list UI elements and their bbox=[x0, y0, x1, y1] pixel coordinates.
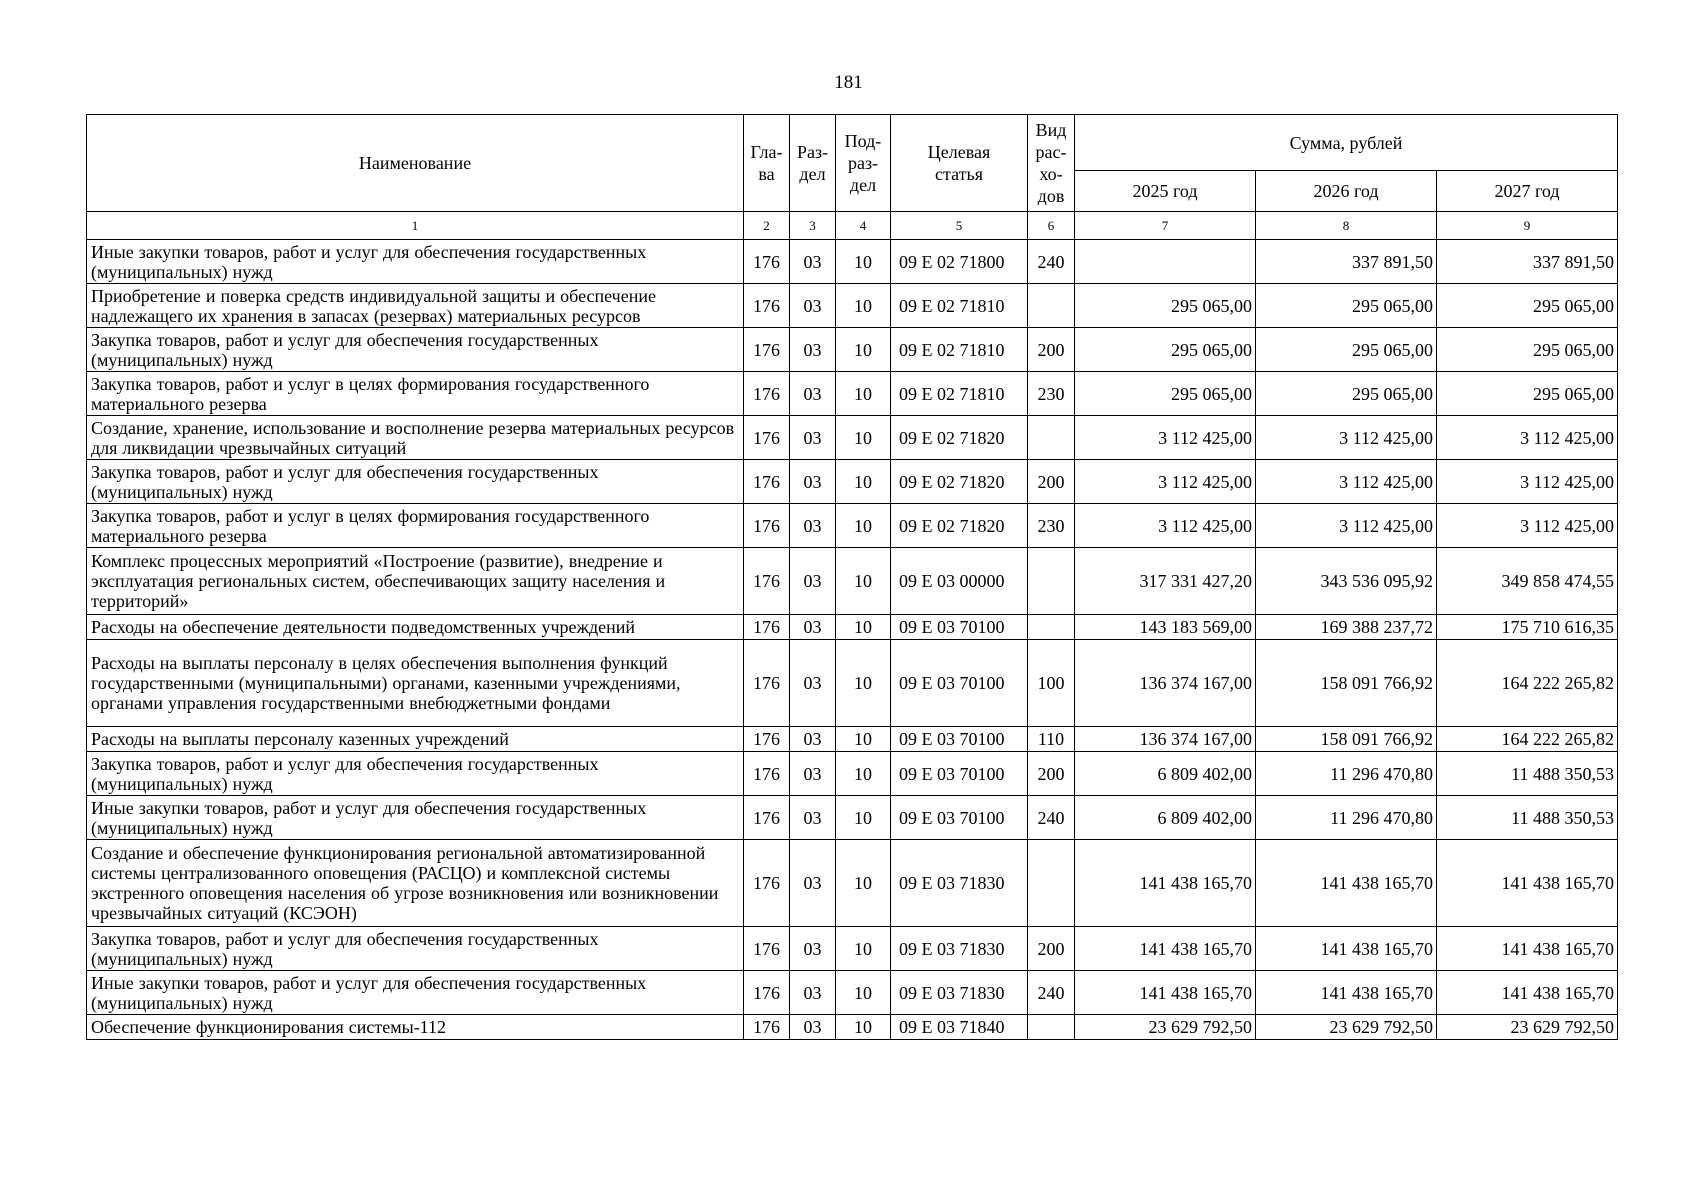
cell-podrazdel: 10 bbox=[836, 372, 891, 416]
cell-celevaya-statya: 09 Е 02 71820 bbox=[891, 504, 1028, 548]
cell-sum-2025: 136 374 167,00 bbox=[1075, 727, 1256, 752]
cell-name: Приобретение и поверка средств индивидуальной защиты и обеспечение надлежащего их хранения в запасах (резервах) материальных ресурсов bbox=[87, 284, 744, 328]
header-name: Наименование bbox=[87, 115, 744, 212]
cell-glava: 176 bbox=[744, 796, 790, 840]
cell-podrazdel: 10 bbox=[836, 1015, 891, 1040]
cell-glava: 176 bbox=[744, 615, 790, 640]
cell-celevaya-statya: 09 Е 02 71820 bbox=[891, 416, 1028, 460]
cell-sum-2026: 3 112 425,00 bbox=[1256, 460, 1437, 504]
cell-glava: 176 bbox=[744, 372, 790, 416]
cell-vid-rashodov: 240 bbox=[1028, 796, 1075, 840]
cell-name: Расходы на обеспечение деятельности подведомственных учреждений bbox=[87, 615, 744, 640]
cell-vid-rashodov bbox=[1028, 615, 1075, 640]
cell-podrazdel: 10 bbox=[836, 640, 891, 727]
header-podrazdel-line: дел bbox=[849, 175, 877, 195]
cell-name: Создание, хранение, использование и восполнение резерва материальных ресурсов для ликвидации чрезвычайных ситуаций bbox=[87, 416, 744, 460]
header-vid-line: Вид bbox=[1035, 120, 1067, 140]
cell-sum-2026: 3 112 425,00 bbox=[1256, 416, 1437, 460]
cell-glava: 176 bbox=[744, 727, 790, 752]
cell-sum-2025: 141 438 165,70 bbox=[1075, 840, 1256, 927]
cell-sum-2026: 295 065,00 bbox=[1256, 372, 1437, 416]
cell-vid-rashodov bbox=[1028, 840, 1075, 927]
cell-glava: 176 bbox=[744, 1015, 790, 1040]
cell-sum-2026: 141 438 165,70 bbox=[1256, 840, 1437, 927]
cell-vid-rashodov bbox=[1028, 1015, 1075, 1040]
cell-celevaya-statya: 09 Е 03 70100 bbox=[891, 752, 1028, 796]
cell-celevaya-statya: 09 Е 02 71810 bbox=[891, 284, 1028, 328]
cell-sum-2026: 11 296 470,80 bbox=[1256, 796, 1437, 840]
cell-glava: 176 bbox=[744, 640, 790, 727]
cell-celevaya-statya: 09 Е 02 71810 bbox=[891, 372, 1028, 416]
cell-sum-2026: 3 112 425,00 bbox=[1256, 504, 1437, 548]
cell-sum-2025: 3 112 425,00 bbox=[1075, 460, 1256, 504]
cell-name: Создание и обеспечение функционирования региональной автоматизированной системы централизованного оповещения (РАСЦО) и комплексной системы экстренного оповещения населения об угрозе возникновения или возникновении чрезвычайных ситуаций (КСЭОН) bbox=[87, 840, 744, 927]
cell-sum-2026: 169 388 237,72 bbox=[1256, 615, 1437, 640]
cell-vid-rashodov: 230 bbox=[1028, 372, 1075, 416]
header-celevaya bbox=[891, 115, 1028, 212]
cell-glava: 176 bbox=[744, 840, 790, 927]
header-podrazdel-line: раз- bbox=[847, 153, 879, 173]
cell-sum-2027: 164 222 265,82 bbox=[1437, 640, 1618, 727]
cell-razdel: 03 bbox=[790, 615, 836, 640]
budget-table bbox=[86, 114, 1618, 1040]
table-row bbox=[87, 971, 1618, 1015]
table-row bbox=[87, 752, 1618, 796]
cell-celevaya-statya: 09 Е 03 70100 bbox=[891, 615, 1028, 640]
table-row bbox=[87, 460, 1618, 504]
cell-vid-rashodov: 240 bbox=[1028, 240, 1075, 284]
cell-celevaya-statya: 09 Е 03 71840 bbox=[891, 1015, 1028, 1040]
header-razdel-line: Раз- bbox=[796, 142, 829, 162]
cell-name: Закупка товаров, работ и услуг для обеспечения государственных (муниципальных) нужд bbox=[87, 927, 744, 971]
cell-razdel: 03 bbox=[790, 1015, 836, 1040]
header-summa: Сумма, рублей bbox=[1075, 115, 1618, 171]
cell-podrazdel: 10 bbox=[836, 548, 891, 615]
header-glava-line: Гла- bbox=[750, 142, 783, 162]
table-row bbox=[87, 372, 1618, 416]
table-row bbox=[87, 840, 1618, 927]
cell-podrazdel: 10 bbox=[836, 971, 891, 1015]
column-number: 8 bbox=[1256, 212, 1437, 240]
cell-sum-2026: 343 536 095,92 bbox=[1256, 548, 1437, 615]
cell-sum-2025: 295 065,00 bbox=[1075, 328, 1256, 372]
cell-vid-rashodov: 230 bbox=[1028, 504, 1075, 548]
cell-sum-2027: 3 112 425,00 bbox=[1437, 504, 1618, 548]
table-row bbox=[87, 504, 1618, 548]
cell-vid-rashodov: 110 bbox=[1028, 727, 1075, 752]
cell-vid-rashodov bbox=[1028, 548, 1075, 615]
cell-sum-2026: 337 891,50 bbox=[1256, 240, 1437, 284]
table-row bbox=[87, 548, 1618, 615]
cell-name: Иные закупки товаров, работ и услуг для обеспечения государственных (муниципальных) нужд bbox=[87, 240, 744, 284]
cell-sum-2027: 3 112 425,00 bbox=[1437, 460, 1618, 504]
cell-sum-2026: 141 438 165,70 bbox=[1256, 971, 1437, 1015]
cell-glava: 176 bbox=[744, 752, 790, 796]
cell-podrazdel: 10 bbox=[836, 796, 891, 840]
cell-vid-rashodov: 200 bbox=[1028, 927, 1075, 971]
cell-glava: 176 bbox=[744, 328, 790, 372]
cell-razdel: 03 bbox=[790, 416, 836, 460]
cell-sum-2027: 349 858 474,55 bbox=[1437, 548, 1618, 615]
cell-podrazdel: 10 bbox=[836, 840, 891, 927]
header-vid-line: рас- bbox=[1035, 142, 1067, 162]
cell-sum-2025: 3 112 425,00 bbox=[1075, 504, 1256, 548]
header-glava-line: ва bbox=[758, 164, 775, 184]
cell-razdel: 03 bbox=[790, 284, 836, 328]
table-header bbox=[87, 115, 1618, 240]
cell-sum-2027: 11 488 350,53 bbox=[1437, 796, 1618, 840]
column-number: 3 bbox=[790, 212, 836, 240]
column-number: 2 bbox=[744, 212, 790, 240]
cell-sum-2025: 295 065,00 bbox=[1075, 284, 1256, 328]
cell-sum-2025: 6 809 402,00 bbox=[1075, 752, 1256, 796]
cell-vid-rashodov bbox=[1028, 284, 1075, 328]
cell-razdel: 03 bbox=[790, 971, 836, 1015]
cell-celevaya-statya: 09 Е 03 71830 bbox=[891, 840, 1028, 927]
cell-podrazdel: 10 bbox=[836, 727, 891, 752]
cell-glava: 176 bbox=[744, 416, 790, 460]
cell-sum-2026: 295 065,00 bbox=[1256, 328, 1437, 372]
cell-razdel: 03 bbox=[790, 504, 836, 548]
cell-sum-2027: 141 438 165,70 bbox=[1437, 927, 1618, 971]
cell-name: Комплекс процессных мероприятий «Построение (развитие), внедрение и эксплуатация региональных систем, обеспечивающих защиту населения и территорий» bbox=[87, 548, 744, 615]
table-row bbox=[87, 796, 1618, 840]
cell-vid-rashodov bbox=[1028, 416, 1075, 460]
cell-name: Закупка товаров, работ и услуг в целях формирования государственного материального резерва bbox=[87, 372, 744, 416]
cell-name: Иные закупки товаров, работ и услуг для обеспечения государственных (муниципальных) нужд bbox=[87, 796, 744, 840]
cell-sum-2025 bbox=[1075, 240, 1256, 284]
cell-podrazdel: 10 bbox=[836, 328, 891, 372]
table-body bbox=[87, 240, 1618, 1040]
cell-celevaya-statya: 09 Е 02 71800 bbox=[891, 240, 1028, 284]
cell-name: Закупка товаров, работ и услуг для обеспечения государственных (муниципальных) нужд bbox=[87, 460, 744, 504]
column-number: 6 bbox=[1028, 212, 1075, 240]
table-row bbox=[87, 240, 1618, 284]
header-celevaya-line: Целевая bbox=[927, 142, 991, 162]
cell-podrazdel: 10 bbox=[836, 615, 891, 640]
cell-name: Расходы на выплаты персоналу казенных учреждений bbox=[87, 727, 744, 752]
cell-razdel: 03 bbox=[790, 328, 836, 372]
cell-sum-2025: 295 065,00 bbox=[1075, 372, 1256, 416]
cell-sum-2027: 141 438 165,70 bbox=[1437, 840, 1618, 927]
header-podrazdel-line: Под- bbox=[844, 131, 882, 151]
cell-razdel: 03 bbox=[790, 840, 836, 927]
header-year-2025: 2025 год bbox=[1075, 171, 1256, 212]
cell-sum-2027: 11 488 350,53 bbox=[1437, 752, 1618, 796]
cell-sum-2025: 141 438 165,70 bbox=[1075, 927, 1256, 971]
cell-celevaya-statya: 09 Е 03 70100 bbox=[891, 640, 1028, 727]
cell-celevaya-statya: 09 Е 03 71830 bbox=[891, 971, 1028, 1015]
cell-glava: 176 bbox=[744, 548, 790, 615]
cell-sum-2027: 295 065,00 bbox=[1437, 372, 1618, 416]
cell-sum-2025: 143 183 569,00 bbox=[1075, 615, 1256, 640]
cell-razdel: 03 bbox=[790, 796, 836, 840]
page-number: 181 bbox=[834, 72, 863, 93]
table-row bbox=[87, 727, 1618, 752]
cell-vid-rashodov: 200 bbox=[1028, 752, 1075, 796]
cell-vid-rashodov: 100 bbox=[1028, 640, 1075, 727]
cell-sum-2025: 23 629 792,50 bbox=[1075, 1015, 1256, 1040]
cell-sum-2027: 295 065,00 bbox=[1437, 328, 1618, 372]
cell-razdel: 03 bbox=[790, 727, 836, 752]
cell-sum-2027: 141 438 165,70 bbox=[1437, 971, 1618, 1015]
cell-glava: 176 bbox=[744, 240, 790, 284]
cell-razdel: 03 bbox=[790, 548, 836, 615]
cell-sum-2025: 3 112 425,00 bbox=[1075, 416, 1256, 460]
header-vid-line: хо- bbox=[1039, 164, 1063, 184]
cell-glava: 176 bbox=[744, 284, 790, 328]
header-vid bbox=[1028, 115, 1075, 212]
cell-sum-2026: 141 438 165,70 bbox=[1256, 927, 1437, 971]
cell-razdel: 03 bbox=[790, 372, 836, 416]
table-row bbox=[87, 284, 1618, 328]
column-number: 7 bbox=[1075, 212, 1256, 240]
cell-name: Закупка товаров, работ и услуг для обеспечения государственных (муниципальных) нужд bbox=[87, 752, 744, 796]
cell-sum-2025: 136 374 167,00 bbox=[1075, 640, 1256, 727]
cell-vid-rashodov: 240 bbox=[1028, 971, 1075, 1015]
cell-sum-2025: 6 809 402,00 bbox=[1075, 796, 1256, 840]
column-number: 5 bbox=[891, 212, 1028, 240]
cell-celevaya-statya: 09 Е 03 71830 bbox=[891, 927, 1028, 971]
cell-podrazdel: 10 bbox=[836, 752, 891, 796]
column-number: 1 bbox=[87, 212, 744, 240]
header-celevaya-line: статья bbox=[935, 164, 983, 184]
header-year-2027: 2027 год bbox=[1437, 171, 1618, 212]
cell-sum-2026: 23 629 792,50 bbox=[1256, 1015, 1437, 1040]
table-row bbox=[87, 328, 1618, 372]
cell-sum-2025: 317 331 427,20 bbox=[1075, 548, 1256, 615]
table-row bbox=[87, 640, 1618, 727]
cell-sum-2026: 11 296 470,80 bbox=[1256, 752, 1437, 796]
cell-glava: 176 bbox=[744, 460, 790, 504]
header-year-2026: 2026 год bbox=[1256, 171, 1437, 212]
cell-glava: 176 bbox=[744, 971, 790, 1015]
header-glava bbox=[744, 115, 790, 212]
cell-glava: 176 bbox=[744, 927, 790, 971]
cell-podrazdel: 10 bbox=[836, 240, 891, 284]
cell-sum-2027: 3 112 425,00 bbox=[1437, 416, 1618, 460]
column-number: 9 bbox=[1437, 212, 1618, 240]
table-row bbox=[87, 927, 1618, 971]
header-razdel-line: дел bbox=[799, 164, 826, 184]
cell-podrazdel: 10 bbox=[836, 504, 891, 548]
cell-razdel: 03 bbox=[790, 927, 836, 971]
cell-glava: 176 bbox=[744, 504, 790, 548]
cell-name: Расходы на выплаты персоналу в целях обеспечения выполнения функций государственными (муниципальными) органами, казенными учреждениями, органами управления государственными внебюджетными фондами bbox=[87, 640, 744, 727]
cell-sum-2026: 158 091 766,92 bbox=[1256, 640, 1437, 727]
cell-razdel: 03 bbox=[790, 752, 836, 796]
cell-sum-2027: 175 710 616,35 bbox=[1437, 615, 1618, 640]
table-row bbox=[87, 615, 1618, 640]
cell-sum-2025: 141 438 165,70 bbox=[1075, 971, 1256, 1015]
cell-vid-rashodov: 200 bbox=[1028, 460, 1075, 504]
cell-podrazdel: 10 bbox=[836, 284, 891, 328]
cell-name: Иные закупки товаров, работ и услуг для обеспечения государственных (муниципальных) нужд bbox=[87, 971, 744, 1015]
cell-sum-2026: 158 091 766,92 bbox=[1256, 727, 1437, 752]
table-row bbox=[87, 416, 1618, 460]
cell-sum-2027: 164 222 265,82 bbox=[1437, 727, 1618, 752]
cell-razdel: 03 bbox=[790, 640, 836, 727]
cell-podrazdel: 10 bbox=[836, 416, 891, 460]
cell-name: Обеспечение функционирования системы-112 bbox=[87, 1015, 744, 1040]
cell-podrazdel: 10 bbox=[836, 460, 891, 504]
cell-vid-rashodov: 200 bbox=[1028, 328, 1075, 372]
cell-celevaya-statya: 09 Е 03 00000 bbox=[891, 548, 1028, 615]
cell-razdel: 03 bbox=[790, 240, 836, 284]
cell-celevaya-statya: 09 Е 03 70100 bbox=[891, 796, 1028, 840]
cell-celevaya-statya: 09 Е 02 71810 bbox=[891, 328, 1028, 372]
column-number: 4 bbox=[836, 212, 891, 240]
cell-celevaya-statya: 09 Е 03 70100 bbox=[891, 727, 1028, 752]
cell-sum-2026: 295 065,00 bbox=[1256, 284, 1437, 328]
cell-sum-2027: 23 629 792,50 bbox=[1437, 1015, 1618, 1040]
cell-razdel: 03 bbox=[790, 460, 836, 504]
cell-sum-2027: 295 065,00 bbox=[1437, 284, 1618, 328]
table-row bbox=[87, 1015, 1618, 1040]
cell-sum-2027: 337 891,50 bbox=[1437, 240, 1618, 284]
cell-name: Закупка товаров, работ и услуг для обеспечения государственных (муниципальных) нужд bbox=[87, 328, 744, 372]
cell-podrazdel: 10 bbox=[836, 927, 891, 971]
cell-celevaya-statya: 09 Е 02 71820 bbox=[891, 460, 1028, 504]
header-podrazdel bbox=[836, 115, 891, 212]
cell-name: Закупка товаров, работ и услуг в целях формирования государственного материального резерва bbox=[87, 504, 744, 548]
header-vid-line: дов bbox=[1037, 186, 1065, 206]
header-razdel bbox=[790, 115, 836, 212]
